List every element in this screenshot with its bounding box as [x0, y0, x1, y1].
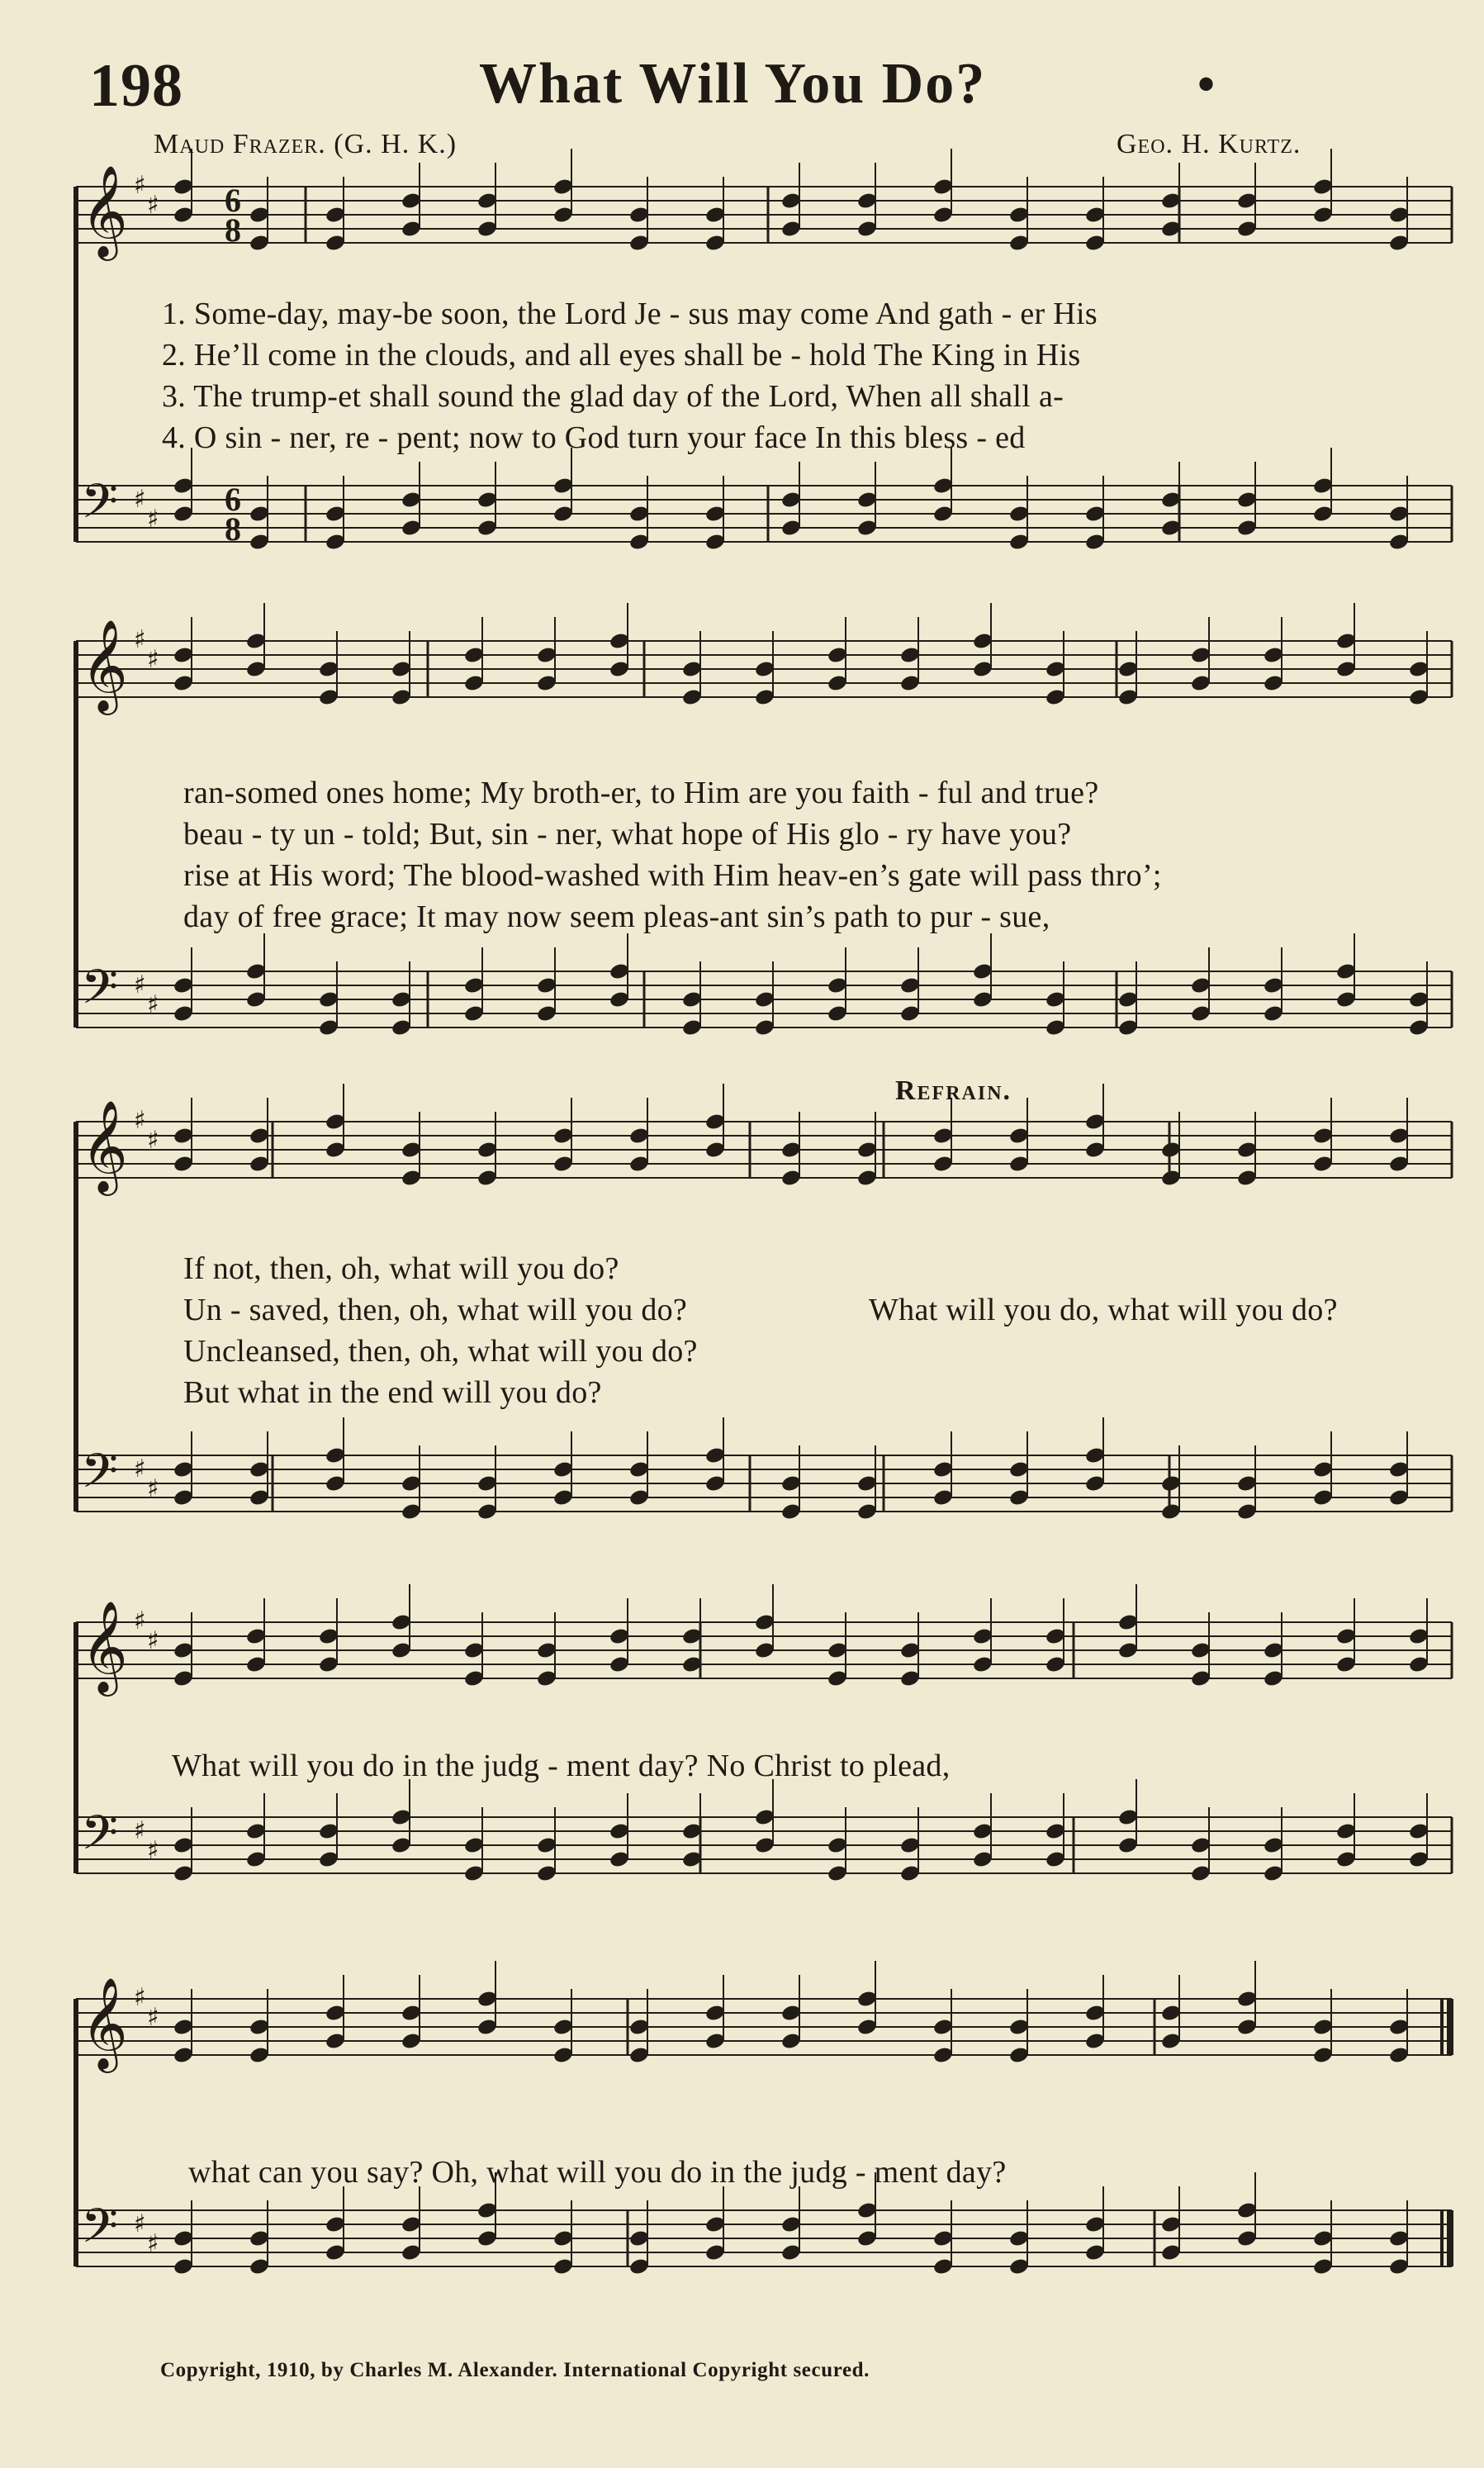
- verse-3-line-a: 3. The trump-et shall sound the glad day of the Lord, When all shall a-: [162, 379, 1064, 414]
- refrain-line-2: What will you do in the judg - ment day? No Christ to plead,: [172, 1749, 951, 1783]
- verse-3-line-c: Uncleansed, then, oh, what will you do?: [183, 1334, 698, 1369]
- refrain-line-3: what can you say? Oh, what will you do in the judg - ment day?: [188, 2155, 1007, 2190]
- sharp-icon: ♯: [134, 1983, 146, 2012]
- verse-2-line-c: Un - saved, then, oh, what will you do?: [183, 1293, 688, 1327]
- verse-1-line-c: If not, then, oh, what will you do?: [183, 1251, 619, 1286]
- sharp-icon: ♯: [134, 485, 146, 514]
- sharp-icon: ♯: [147, 645, 159, 674]
- title-mark: •: [1197, 57, 1216, 112]
- verse-4-line-a: 4. O sin - ner, re - pent; now to God turn your face In this bless - ed: [162, 420, 1026, 455]
- treble-clef-icon: 𝄞: [81, 1977, 128, 2069]
- treble-clef-icon: 𝄞: [81, 619, 128, 711]
- sharp-icon: ♯: [147, 1126, 159, 1155]
- sharp-icon: ♯: [147, 1836, 159, 1865]
- sharp-icon: ♯: [147, 1626, 159, 1655]
- verse-1-line-b: ran-somed ones home; My broth-er, to Him are you faith - ful and true?: [183, 776, 1099, 810]
- verse-4-line-b: day of free grace; It may now seem pleas-ant sin’s path to pur - sue,: [183, 899, 1050, 934]
- bass-clef-icon: 𝄢: [81, 473, 119, 541]
- hymn-title: What Will You Do?: [479, 52, 987, 116]
- sharp-icon: ♯: [147, 2003, 159, 2032]
- verse-3-line-b: rise at His word; The blood-washed with Him heav-en’s gate will pass thro’;: [183, 858, 1162, 893]
- treble-clef-icon: 𝄞: [81, 164, 128, 257]
- sharp-icon: ♯: [134, 2209, 146, 2238]
- time-signature-top: 6: [225, 481, 241, 518]
- verse-4-line-c: But what in the end will you do?: [183, 1375, 602, 1410]
- sharp-icon: ♯: [134, 971, 146, 999]
- time-signature-bottom: 8: [225, 211, 241, 249]
- time-signature-top: 6: [225, 182, 241, 219]
- sharp-icon: ♯: [134, 1607, 146, 1635]
- treble-clef-icon: 𝄞: [81, 1600, 128, 1692]
- refrain-label: Refrain.: [895, 1075, 1012, 1106]
- author-credit: Maud Frazer. (G. H. K.): [154, 129, 458, 159]
- bass-clef-icon: 𝄢: [81, 1805, 119, 1872]
- sharp-icon: ♯: [134, 1816, 146, 1845]
- sharp-icon: ♯: [134, 625, 146, 654]
- sharp-icon: ♯: [147, 2229, 159, 2258]
- refrain-line-1: What will you do, what will you do?: [869, 1293, 1338, 1327]
- sharp-icon: ♯: [147, 990, 159, 1019]
- time-signature-bottom: 8: [225, 510, 241, 548]
- verse-1-line-a: 1. Some-day, may-be soon, the Lord Je - sus may come And gath - er His: [162, 297, 1098, 331]
- sharp-icon: ♯: [147, 191, 159, 220]
- bass-clef-icon: 𝄢: [81, 959, 119, 1027]
- sharp-icon: ♯: [134, 1106, 146, 1135]
- verse-2-line-b: beau - ty un - told; But, sin - ner, what hope of His glo - ry have you?: [183, 817, 1072, 852]
- sharp-icon: ♯: [134, 1455, 146, 1483]
- sharp-icon: ♯: [147, 1474, 159, 1503]
- bass-clef-icon: 𝄢: [81, 1443, 119, 1511]
- verse-2-line-a: 2. He’ll come in the clouds, and all eyes shall be - hold The King in His: [162, 338, 1081, 373]
- sharp-icon: ♯: [134, 171, 146, 200]
- hymn-number: 198: [89, 52, 183, 120]
- sharp-icon: ♯: [147, 505, 159, 534]
- copyright-notice: Copyright, 1910, by Charles M. Alexander. International Copyright secured.: [160, 2359, 870, 2381]
- bass-clef-icon: 𝄢: [81, 2198, 119, 2266]
- composer-credit: Geo. H. Kurtz.: [1117, 129, 1301, 159]
- treble-clef-icon: 𝄞: [81, 1099, 128, 1192]
